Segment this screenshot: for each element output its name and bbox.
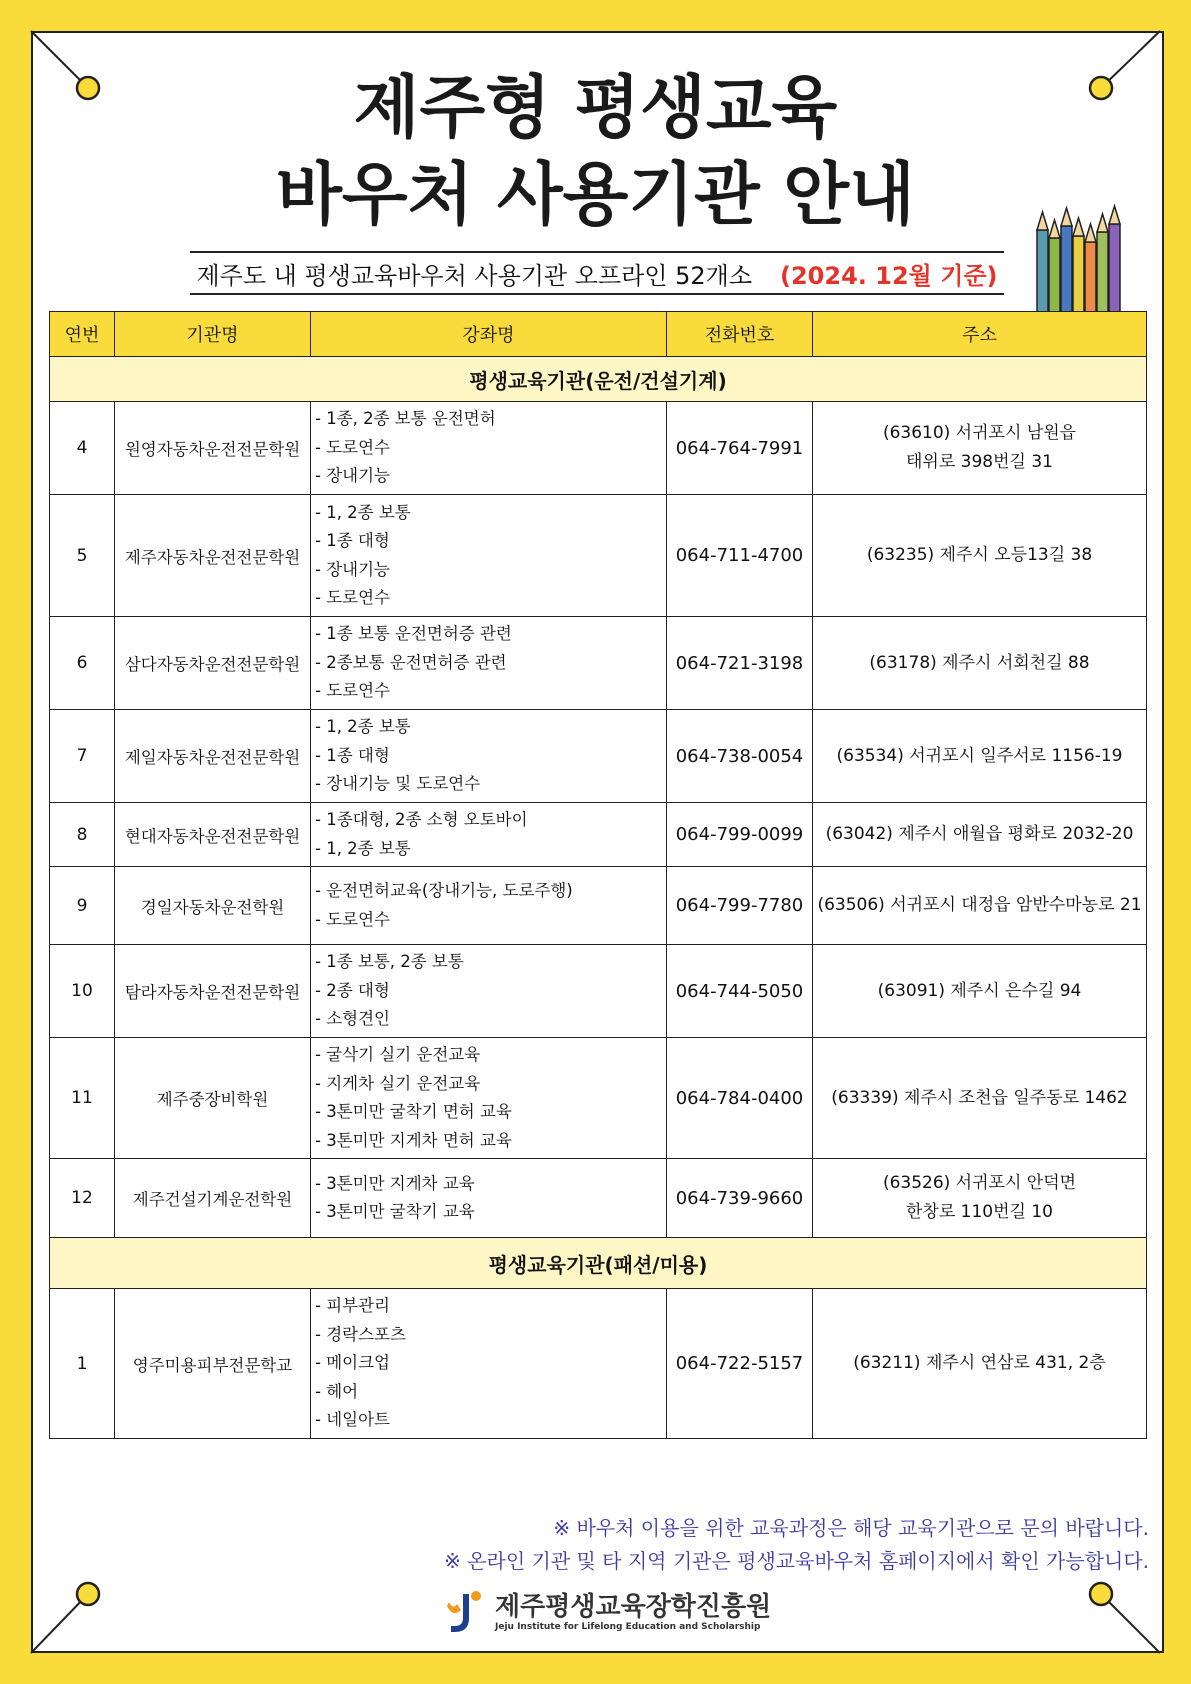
row-institution: 경일자동차운전학원 [115,867,311,945]
table-row [50,1289,1147,1439]
row-institution: 제주중장비학원 [115,1038,311,1159]
subtitle-date: (2024. 12월 기준) [780,261,998,290]
header-phone: 전화번호 [667,312,813,357]
header-course: 강좌명 [311,312,667,357]
row-phone: 064-799-0099 [667,803,813,867]
course-item: - 1, 2종 보통 [315,717,411,737]
page-title-line2: 바우처 사용기관 안내 [276,156,915,235]
notes [444,1512,1149,1578]
logo-text [495,1592,771,1632]
table-row [50,803,1147,867]
course-item: - 1종 보통, 2종 보통 [315,952,464,972]
row-phone: 064-722-5157 [667,1289,813,1439]
course-item: - 도로연수 [315,588,390,607]
address-line: (63526) 서귀포시 안덕면 [882,1173,1077,1193]
row-num: 10 [50,945,115,1038]
table-row [50,1159,1147,1238]
row-phone: 064-764-7991 [667,402,813,495]
row-address: (63042) 제주시 애월읍 평화로 2032-20 [813,803,1147,867]
table-row [50,710,1147,803]
course-item: - 소형견인 [315,1009,390,1029]
row-courses [311,945,667,1038]
org-name-en: Jeju Institute for Lifelong Education and Scholarship [495,1622,761,1632]
row-institution: 현대자동차운전전문학원 [115,803,311,867]
row-phone: 064-711-4700 [667,495,813,617]
subtitle: 제주도 내 평생교육바우처 사용기관 오프라인 52개소 [196,261,753,290]
row-num: 11 [50,1038,115,1159]
jeju-institute-logo-icon [443,1588,487,1636]
row-institution: 원영자동차운전전문학원 [115,402,311,495]
colored-pencils-icon [1034,202,1132,312]
course-item: - 1종 대형 [315,745,390,765]
course-item: - 헤어 [315,1381,359,1401]
course-item: - 3톤미만 지게차 면허 교육 [315,1130,512,1150]
row-num: 8 [50,803,115,867]
row-institution: 제주자동차운전전문학원 [115,495,311,617]
address-line: 태위로 398번길 31 [906,452,1053,472]
table-header-row [50,312,1147,357]
course-item: - 도로연수 [315,681,390,701]
row-address: (63091) 제주시 은수길 94 [813,945,1147,1038]
header-name: 기관명 [115,312,311,357]
course-item: - 3톤미만 지게차 교육 [315,1173,475,1193]
section-beauty: 평생교육기관(패션/미용) [50,1238,1147,1289]
course-item: - 경락스포츠 [315,1324,406,1344]
row-address [813,1159,1147,1238]
row-courses [311,1038,667,1159]
course-item: - 도로연수 [315,909,390,929]
address-line: 한창로 110번길 10 [906,1202,1053,1222]
course-item: - 도로연수 [315,437,390,457]
row-phone: 064-721-3198 [667,617,813,710]
row-phone: 064-744-5050 [667,945,813,1038]
course-item: - 2종 대형 [315,980,390,1000]
row-address [813,402,1147,495]
table-row [50,495,1147,617]
row-courses [311,1289,667,1439]
course-item: - 메이크업 [315,1353,390,1373]
row-num: 6 [50,617,115,710]
row-address: (63235) 제주시 오등13길 38 [813,495,1147,617]
header-num: 연번 [50,312,115,357]
course-item: - 1종, 2종 보통 운전면허 [315,409,496,429]
row-institution: 삼다자동차운전전문학원 [115,617,311,710]
row-courses [311,803,667,867]
table-row [50,402,1147,495]
row-address: (63178) 제주시 서회천길 88 [813,617,1147,710]
row-address: (63506) 서귀포시 대정읍 암반수마농로 21 [813,867,1147,945]
row-address: (63534) 서귀포시 일주서로 1156-19 [813,710,1147,803]
row-num: 4 [50,402,115,495]
row-institution: 제일자동차운전전문학원 [115,710,311,803]
row-courses [311,495,667,617]
table-row [50,867,1147,945]
org-name: 제주평생교육장학진흥원 [495,1592,772,1622]
institution-table [49,311,1147,1439]
table-row [50,945,1147,1038]
course-item: - 2종보통 운전면허증 관련 [315,652,507,672]
page-title-line1: 제주형 평생교육 [353,69,838,148]
table-row [50,1038,1147,1159]
row-address: (63211) 제주시 연삼로 431, 2층 [813,1289,1147,1439]
course-item: - 장내기능 및 도로연수 [315,774,481,794]
row-phone: 064-784-0400 [667,1038,813,1159]
address-line: (63610) 서귀포시 남원읍 [882,423,1077,443]
footer-logo [443,1588,771,1636]
note-line: ※ 바우처 이용을 위한 교육과정은 해당 교육기관으로 문의 바랍니다. [553,1516,1149,1540]
row-courses [311,402,667,495]
course-item: - 1, 2종 보통 [315,838,411,858]
row-courses [311,1159,667,1238]
row-num: 9 [50,867,115,945]
course-item: - 장내기능 [315,466,390,486]
table-row [50,617,1147,710]
course-item: - 3톤미만 굴착기 면허 교육 [315,1102,512,1121]
row-institution: 탐라자동차운전전문학원 [115,945,311,1038]
section-driving: 평생교육기관(운전/건설기계) [50,357,1147,402]
row-phone: 064-738-0054 [667,710,813,803]
row-num: 1 [50,1289,115,1439]
course-item: - 1종 보통 운전면허증 관련 [315,624,512,644]
row-courses [311,617,667,710]
row-phone: 064-739-9660 [667,1159,813,1238]
subtitle-bar [190,251,1004,295]
course-item: - 굴삭기 실기 운전교육 [315,1045,481,1064]
row-courses [311,867,667,945]
row-num: 5 [50,495,115,617]
row-institution: 제주건설기계운전학원 [115,1159,311,1238]
row-num: 7 [50,710,115,803]
note-line: ※ 온라인 기관 및 타 지역 기관은 평생교육바우처 홈페이지에서 확인 가능합니다. [444,1549,1149,1573]
row-address: (63339) 제주시 조천읍 일주동로 1462 [813,1038,1147,1159]
course-item: - 지게차 실기 운전교육 [315,1073,481,1093]
course-item: - 1종대형, 2종 소형 오토바이 [315,810,528,829]
course-item: - 운전면허교육(장내기능, 도로주행) [315,881,573,900]
row-num: 12 [50,1159,115,1238]
row-institution: 영주미용피부전문학교 [115,1289,311,1439]
course-item: - 장내기능 [315,559,390,579]
row-courses [311,710,667,803]
header-address: 주소 [813,312,1147,357]
course-item: - 1, 2종 보통 [315,502,411,522]
course-item: - 1종 대형 [315,531,390,550]
course-item: - 피부관리 [315,1296,390,1316]
row-phone: 064-799-7780 [667,867,813,945]
course-item: - 3톤미만 굴착기 교육 [315,1202,475,1221]
course-item: - 네일아트 [315,1410,390,1430]
